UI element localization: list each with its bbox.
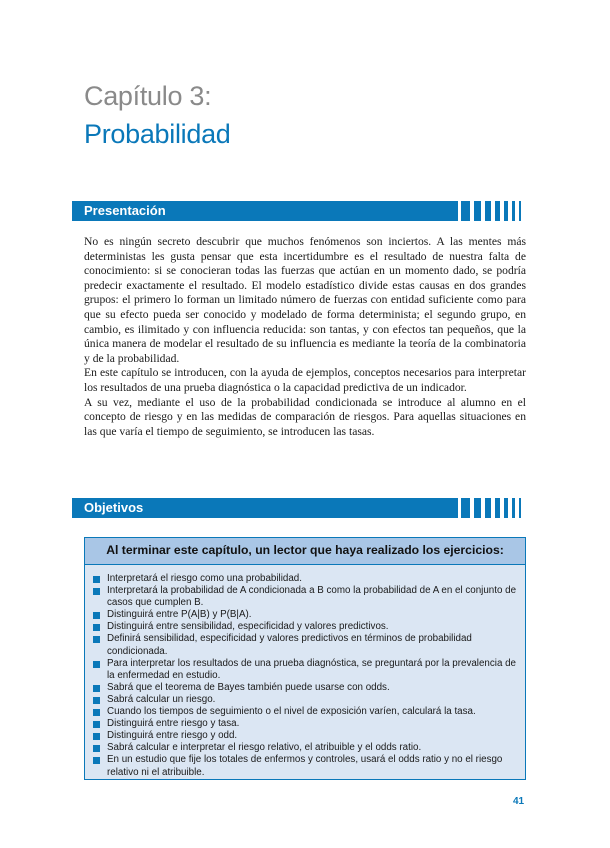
- square-bullet-icon: [93, 721, 100, 728]
- list-item: Distinguirá entre sensibilidad, especificidad y valores predictivos.: [93, 621, 518, 633]
- square-bullet-icon: [93, 636, 100, 643]
- section-title-objetivos: Objetivos: [84, 500, 144, 515]
- section-title-presentacion: Presentación: [84, 203, 166, 218]
- objectives-list: [93, 573, 518, 779]
- list-item: En un estudio que fije los totales de enfermos y controles, usará el odds ratio y no el riesgo relativo ni el atribuible.: [93, 754, 518, 778]
- list-item: Sabrá calcular e interpretar el riesgo relativo, el atribuible y el odds ratio.: [93, 742, 518, 754]
- presentation-text: [84, 235, 526, 439]
- chapter-title: Probabilidad: [84, 119, 231, 149]
- section-bar-objetivos: [72, 498, 528, 518]
- square-bullet-icon: [93, 612, 100, 619]
- objectives-header: [85, 538, 525, 565]
- list-item: Para interpretar los resultados de una prueba diagnóstica, se preguntará por la prevalencia de la enfermedad en estudio.: [93, 658, 518, 682]
- chapter-heading: [84, 80, 231, 150]
- list-item: Distinguirá entre riesgo y tasa.: [93, 718, 518, 730]
- section-stripes: [461, 201, 521, 221]
- page-number: 41: [513, 796, 525, 807]
- objectives-box: [84, 537, 526, 780]
- square-bullet-icon: [93, 709, 100, 716]
- square-bullet-icon: [93, 757, 100, 764]
- square-bullet-icon: [93, 745, 100, 752]
- section-stripes: [461, 498, 521, 518]
- list-item: Sabrá que el teorema de Bayes también puede usarse con odds.: [93, 682, 518, 694]
- list-item: Distinguirá entre P(A|B) y P(B|A).: [93, 609, 518, 621]
- square-bullet-icon: [93, 576, 100, 583]
- objectives-header-text: Al terminar este capítulo, un lector que haya realizado los ejercicios:: [106, 543, 504, 557]
- list-item: Definirá sensibilidad, especificidad y valores predictivos en términos de probabilidad condicionada.: [93, 633, 518, 657]
- list-item: Interpretará la probabilidad de A condicionada a B como la probabilidad de A en el conjunto de casos que cumplen B.: [93, 585, 518, 609]
- square-bullet-icon: [93, 661, 100, 668]
- chapter-label: Capítulo 3:: [84, 81, 212, 111]
- square-bullet-icon: [93, 588, 100, 595]
- list-item: Cuando los tiempos de seguimiento o el nivel de exposición varíen, calculará la tasa.: [93, 706, 518, 718]
- square-bullet-icon: [93, 624, 100, 631]
- paragraph: A su vez, mediante el uso de la probabilidad condicionada se introduce al alumno en el concepto de riesgo y en las medidas de comparación de riesgos. Para aquellas situaciones en las que varía el tiempo de seguimiento, se introducen las tasas.: [84, 395, 526, 438]
- paragraph: No es ningún secreto descubrir que muchos fenómenos son inciertos. A las mentes más deterministas les gusta pensar que esta incertidumbre es el resultado de nuestra falta de conocimiento: si se conocieran todas las fuerzas que actúan en un momento dado, se podría predecir exactamente el resultado. El modelo estadístico divide estas causas en dos grandes grupos: el primero lo forman un limitado número de fuerzas con entidad suficiente como para que su efecto pueda ser conocido y modelado de forma determinista; el segundo grupo, en cambio, es ilimitado y con influencia reducida: son tantas, y con efectos tan pequeños, que la única manera de modelar el resultado de su influencia es mediante la teoría de la combinatoria y de la probabilidad.: [84, 235, 526, 365]
- list-item: Interpretará el riesgo como una probabilidad.: [93, 573, 518, 585]
- section-bar-presentacion: [72, 201, 528, 221]
- paragraph: En este capítulo se introducen, con la ayuda de ejemplos, conceptos necesarios para interpretar los resultados de una prueba diagnóstica o la capacidad predictiva de un indicador.: [84, 366, 526, 394]
- square-bullet-icon: [93, 733, 100, 740]
- list-item: Sabrá calcular un riesgo.: [93, 694, 518, 706]
- list-item: Distinguirá entre riesgo y odd.: [93, 730, 518, 742]
- square-bullet-icon: [93, 685, 100, 692]
- square-bullet-icon: [93, 697, 100, 704]
